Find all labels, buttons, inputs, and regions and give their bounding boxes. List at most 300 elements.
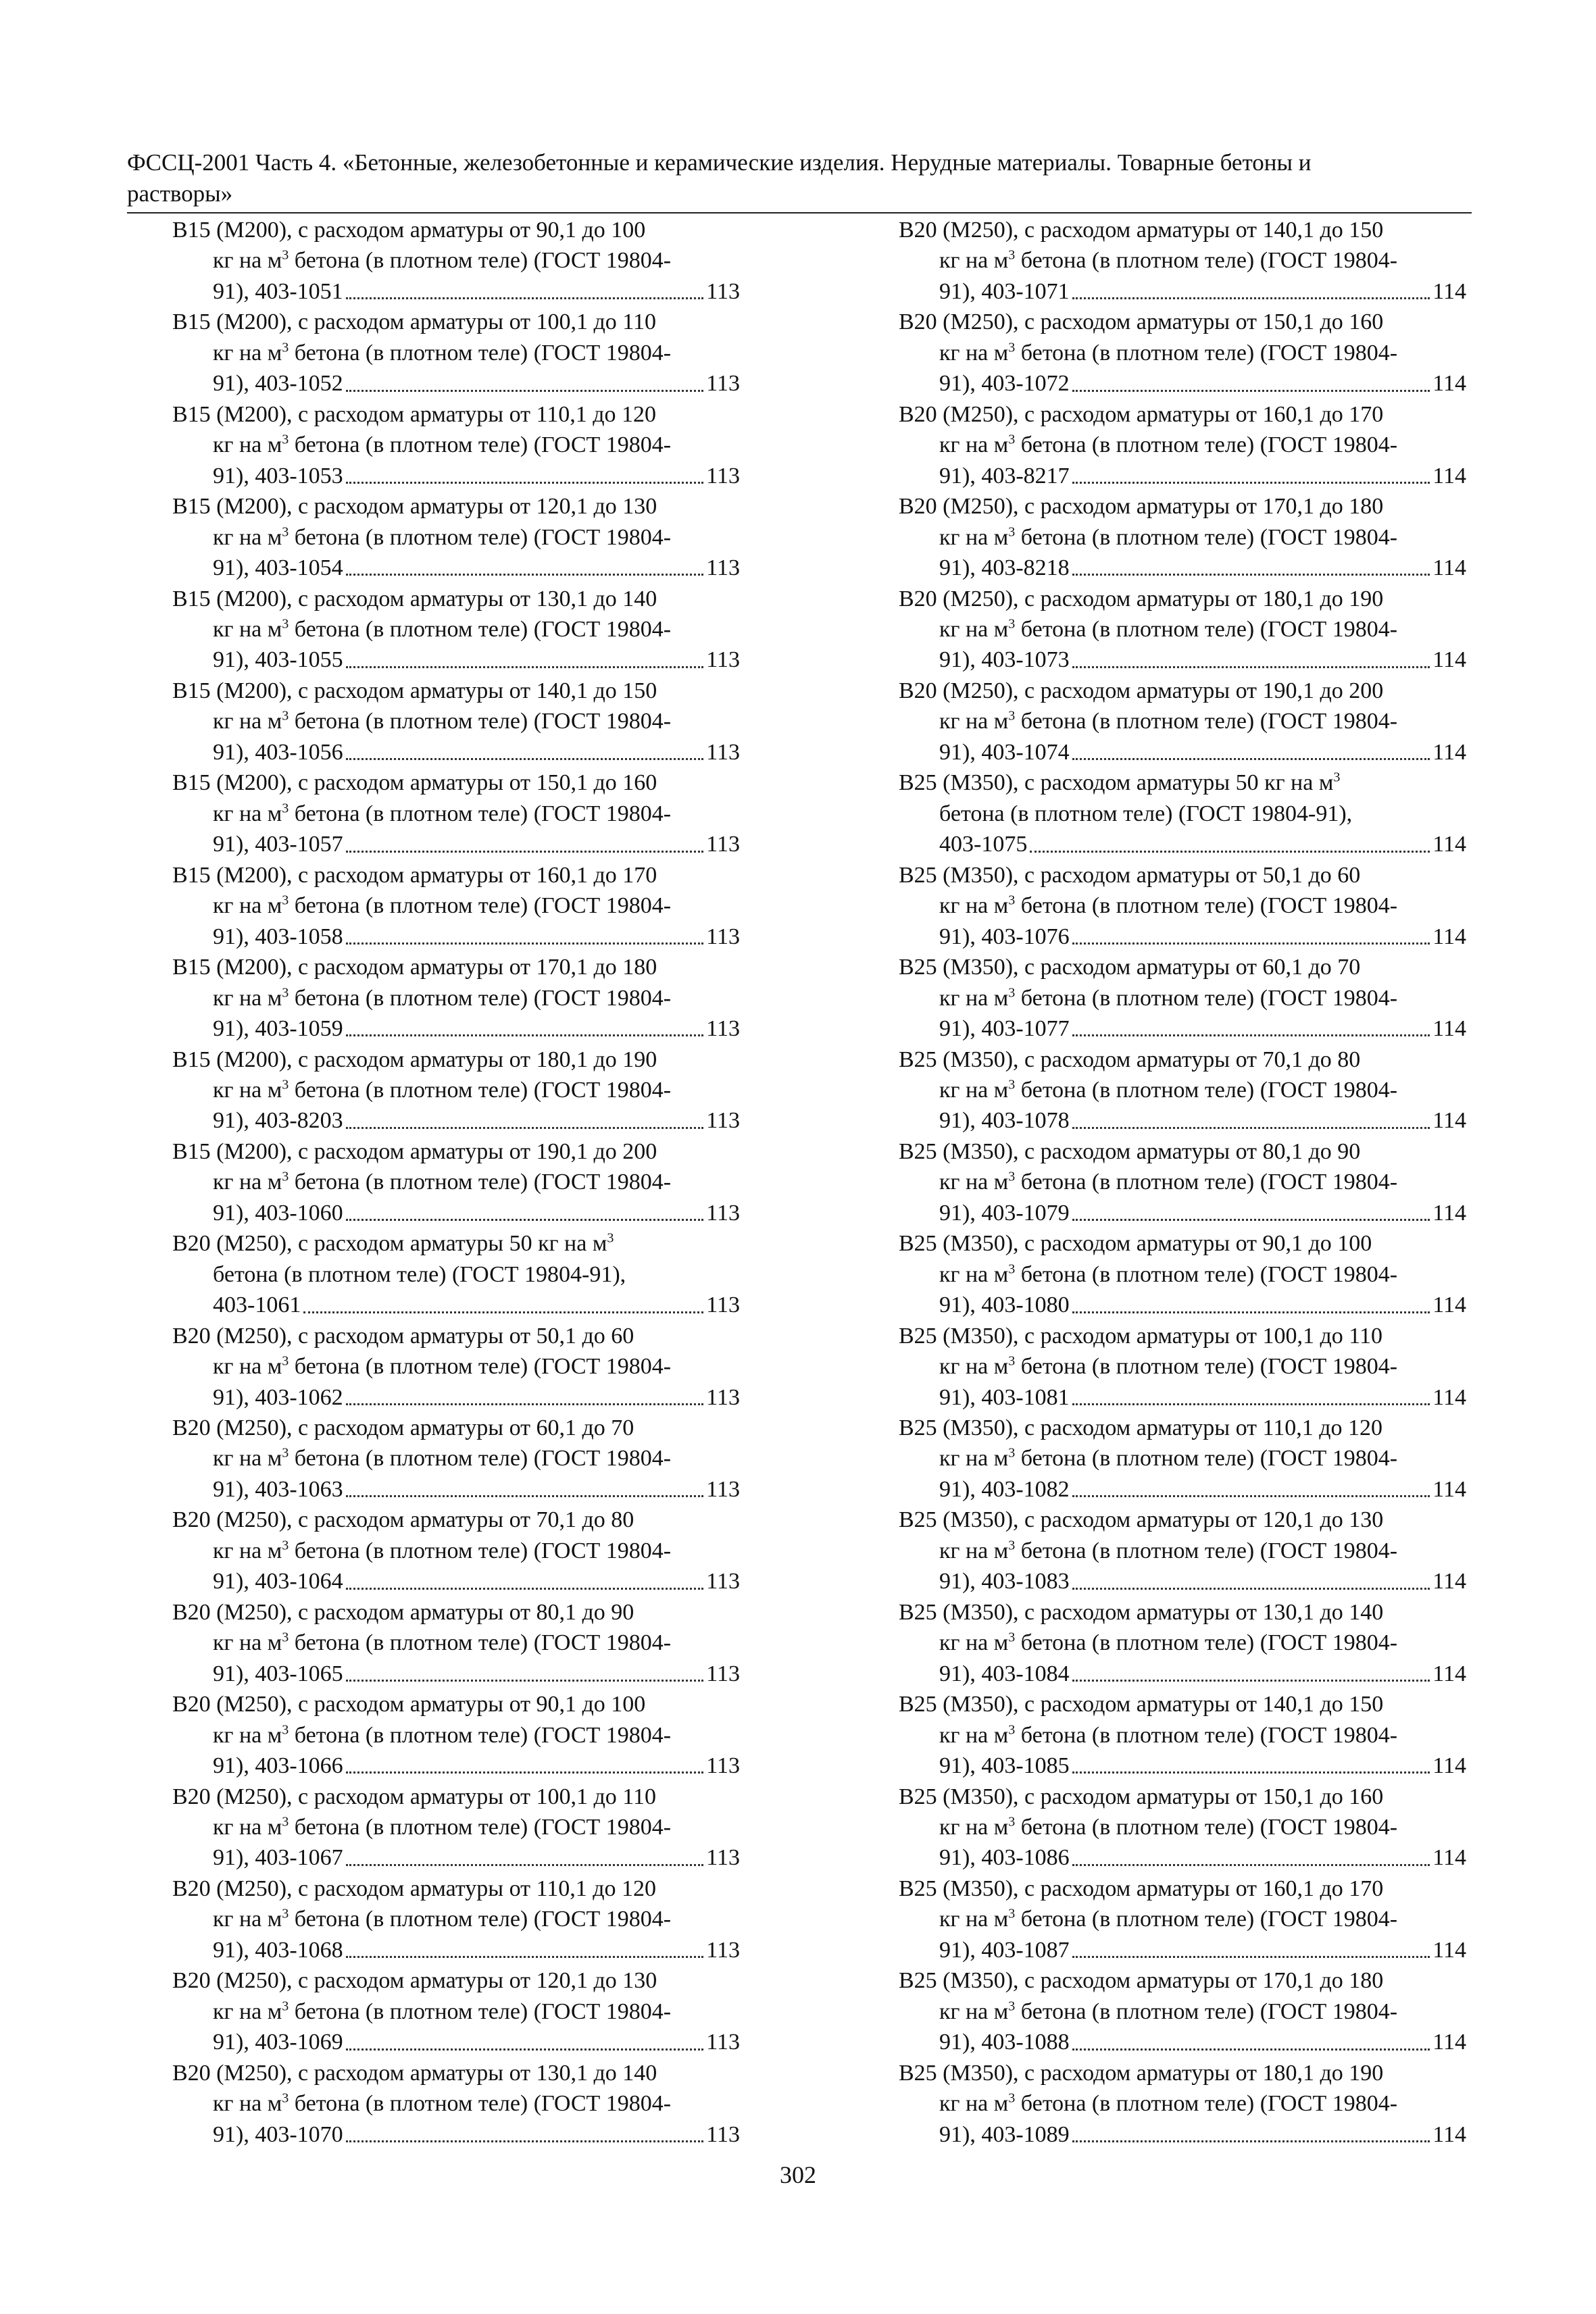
entry-line-3 <box>172 553 740 583</box>
entry-line-1: B20 (M250), с расходом арматуры от 140,1 до 150 <box>899 218 1384 243</box>
entry-line-1: B20 (M250), с расходом арматуры от 190,1 до 200 <box>899 678 1384 703</box>
entry-unit-text: кг на м <box>213 1538 282 1563</box>
entry-unit-text: кг на м <box>213 985 282 1011</box>
entry-unit-text: кг на м <box>213 1077 282 1103</box>
entry-code: 91), 403-1081 <box>939 1384 1070 1410</box>
dot-leader <box>1072 1311 1430 1313</box>
entry-page-ref: 113 <box>706 739 740 765</box>
entry-line-2-text: бетона (в плотном теле) (ГОСТ 19804- <box>1020 616 1398 642</box>
entry-page-ref: 113 <box>706 371 740 397</box>
entry-line-1: B25 (M350), с расходом арматуры от 140,1 до 150 <box>899 1692 1384 1717</box>
entry-line-3 <box>172 829 740 859</box>
entry-line-1: B15 (M200), с расходом арматуры от 160,1 до 170 <box>172 862 657 888</box>
entry-line-3 <box>172 922 740 952</box>
entry-line-1 <box>172 1228 740 1259</box>
entry-code: 91), 403-1057 <box>213 832 343 857</box>
dot-leader <box>1072 666 1430 668</box>
entry-code: 91), 403-1069 <box>213 2030 343 2055</box>
entry-unit-text: кг на м <box>939 1446 1009 1472</box>
dot-leader <box>346 851 704 853</box>
entry-line-3 <box>172 461 740 491</box>
entry-line-1: B20 (M250), с расходом арматуры от 80,1 до 90 <box>172 1599 634 1625</box>
entry-page-ref: 114 <box>1432 1661 1466 1686</box>
cubic-superscript: 3 <box>282 616 289 632</box>
dot-leader <box>1072 1403 1430 1405</box>
entry-unit-text: кг на м <box>939 2091 1009 2117</box>
entry-unit-text: кг на м <box>939 1630 1009 1656</box>
cubic-superscript: 3 <box>282 1630 289 1645</box>
dot-leader <box>346 942 704 945</box>
entry-line-2 <box>172 1720 740 1751</box>
entry-line-2 <box>172 338 740 368</box>
entry-line-3 <box>899 2119 1466 2150</box>
entry-code: 91), 403-1080 <box>939 1292 1070 1318</box>
index-entry <box>172 1965 740 2057</box>
dot-leader <box>1072 1495 1430 1497</box>
entry-code: 91), 403-1088 <box>939 2030 1070 2055</box>
entry-line-1: B25 (M350), с расходом арматуры от 160,1 до 170 <box>899 1876 1384 1902</box>
entry-code: 91), 403-1059 <box>213 1015 343 1041</box>
entry-line-2 <box>172 1904 740 1934</box>
entry-code: 91), 403-1051 <box>213 278 343 304</box>
entry-line-2 <box>172 430 740 460</box>
entry-line-3 <box>172 1382 740 1413</box>
cubic-superscript: 3 <box>1008 248 1016 263</box>
entry-line-1-text: B25 (M350), с расходом арматуры 50 кг на м <box>899 770 1334 796</box>
entry-line-2 <box>172 890 740 921</box>
entry-line-2 <box>899 338 1466 368</box>
entry-unit-text: кг на м <box>213 1169 282 1195</box>
entry-page-ref: 114 <box>1432 1569 1466 1594</box>
dot-leader <box>1072 1588 1430 1590</box>
entry-line-2 <box>899 1720 1466 1751</box>
entry-line-1: B25 (M350), с расходом арматуры от 90,1 до 100 <box>899 1231 1372 1257</box>
entry-unit-text: кг на м <box>213 1815 282 1840</box>
cubic-superscript: 3 <box>607 1230 614 1246</box>
cubic-superscript: 3 <box>1008 985 1016 1001</box>
cubic-superscript: 3 <box>1008 1814 1016 1830</box>
cubic-superscript: 3 <box>1008 709 1016 724</box>
dot-leader <box>1072 942 1430 945</box>
entry-line-3 <box>899 2027 1466 2057</box>
cubic-superscript: 3 <box>1008 1998 1016 2014</box>
entry-line-3 <box>172 1198 740 1228</box>
entry-page-ref: 113 <box>706 1569 740 1594</box>
entry-line-2-text: бетона (в плотном теле) (ГОСТ 19804- <box>1020 340 1398 366</box>
dot-leader <box>346 1864 704 1866</box>
entry-line-1: B20 (M250), с расходом арматуры от 160,1 до 170 <box>899 401 1384 427</box>
dot-leader <box>1072 2140 1430 2142</box>
entry-line-3 <box>899 276 1466 307</box>
dot-leader <box>1072 1771 1430 1774</box>
entry-line-3 <box>172 1935 740 1965</box>
entry-line-3 <box>899 922 1466 952</box>
entry-page-ref: 114 <box>1432 1108 1466 1134</box>
entry-code: 91), 403-1089 <box>939 2121 1070 2147</box>
dot-leader <box>346 1680 704 1682</box>
entry-page-ref: 113 <box>706 924 740 949</box>
index-entry <box>172 1689 740 1781</box>
entry-code: 91), 403-1055 <box>213 647 343 673</box>
entry-code: 91), 403-1053 <box>213 463 343 488</box>
dot-leader <box>346 758 704 760</box>
entry-line-1: B25 (M350), с расходом арматуры от 80,1 до 90 <box>899 1138 1361 1164</box>
entry-unit-text: кг на м <box>939 616 1009 642</box>
entry-line-2-text: бетона (в плотном теле) (ГОСТ 19804- <box>1020 1077 1398 1103</box>
entry-line-1: B20 (M250), с расходом арматуры от 70,1 до 80 <box>172 1507 634 1533</box>
dot-leader <box>346 297 704 299</box>
cubic-superscript: 3 <box>282 1998 289 2014</box>
entry-line-2-text: бетона (в плотном теле) (ГОСТ 19804- <box>1020 893 1398 919</box>
running-header <box>127 147 1472 209</box>
dot-leader <box>346 1034 704 1036</box>
entry-line-3 <box>172 276 740 307</box>
cubic-superscript: 3 <box>1008 1722 1016 1738</box>
entry-code: 91), 403-1078 <box>939 1108 1070 1134</box>
entry-page-ref: 113 <box>706 2030 740 2055</box>
entry-line-1: B15 (M200), с расходом арматуры от 100,1 до 110 <box>172 309 657 335</box>
cubic-superscript: 3 <box>1008 1446 1016 1461</box>
header-line-1: ФССЦ-2001 Часть 4. «Бетонные, железобетонные и керамические изделия. Нерудные материалы. Товарные бетоны и <box>127 149 1312 176</box>
entry-line-2-text: бетона (в плотном теле) (ГОСТ 19804- <box>294 1077 672 1103</box>
entry-line-3 <box>899 1566 1466 1596</box>
entry-line-3 <box>899 1751 1466 1781</box>
entry-line-1: B25 (M350), с расходом арматуры от 150,1 до 160 <box>899 1784 1384 1809</box>
entry-line-2 <box>899 983 1466 1013</box>
entry-line-2-text: бетона (в плотном теле) (ГОСТ 19804- <box>1020 1907 1398 1932</box>
entry-code: 91), 403-1054 <box>213 555 343 580</box>
entry-unit-text: кг на м <box>213 1907 282 1932</box>
entry-line-2 <box>899 245 1466 276</box>
entry-line-2-text: бетона (в плотном теле) (ГОСТ 19804- <box>294 1722 672 1748</box>
entry-page-ref: 113 <box>706 1845 740 1871</box>
entry-line-2 <box>899 522 1466 553</box>
entry-unit-text: кг на м <box>939 248 1009 274</box>
entry-unit-text: кг на м <box>939 1169 1009 1195</box>
index-entry <box>899 1597 1466 1689</box>
entry-page-ref: 113 <box>706 463 740 488</box>
entry-line-3 <box>899 1842 1466 1873</box>
entry-line-3 <box>172 1474 740 1505</box>
entry-line-3 <box>899 553 1466 583</box>
dot-leader <box>1072 1956 1430 1958</box>
entry-line-2-text: бетона (в плотном теле) (ГОСТ 19804- <box>1020 432 1398 458</box>
index-entry <box>172 1873 740 1965</box>
entry-page-ref: 114 <box>1432 1937 1466 1963</box>
entry-line-1: B20 (M250), с расходом арматуры от 100,1 до 110 <box>172 1784 657 1809</box>
entry-code: 91), 403-1073 <box>939 647 1070 673</box>
cubic-superscript: 3 <box>1008 892 1016 908</box>
entry-line-2 <box>172 1536 740 1566</box>
entry-line-1: B15 (M200), с расходом арматуры от 190,1 до 200 <box>172 1138 657 1164</box>
entry-line-2-text: бетона (в плотном теле) (ГОСТ 19804- <box>294 801 672 826</box>
entry-line-3 <box>172 1842 740 1873</box>
entry-page-ref: 114 <box>1432 1292 1466 1318</box>
entry-line-2-text: бетона (в плотном теле) (ГОСТ 19804- <box>1020 1722 1398 1748</box>
index-entry <box>899 1873 1466 1965</box>
index-entry <box>899 491 1466 583</box>
entry-page-ref: 113 <box>706 1384 740 1410</box>
dot-leader <box>346 1956 704 1958</box>
entry-unit-text: кг на м <box>213 524 282 550</box>
entry-line-3 <box>899 1013 1466 1044</box>
entry-line-1: B15 (M200), с расходом арматуры от 180,1 до 190 <box>172 1047 657 1072</box>
cubic-superscript: 3 <box>282 2090 289 2106</box>
index-entry <box>899 676 1466 768</box>
index-entry <box>899 1689 1466 1781</box>
cubic-superscript: 3 <box>282 524 289 540</box>
entry-line-2 <box>172 983 740 1013</box>
entry-code: 91), 403-1076 <box>939 924 1070 949</box>
index-entry <box>899 1505 1466 1596</box>
entry-line-2 <box>899 1167 1466 1197</box>
entry-line-1: B20 (M250), с расходом арматуры от 130,1 до 140 <box>172 2060 657 2086</box>
entry-unit-text: кг на м <box>213 2091 282 2117</box>
entry-unit-text: кг на м <box>939 340 1009 366</box>
entry-code: 91), 403-1068 <box>213 1937 343 1963</box>
entry-code: 91), 403-1071 <box>939 278 1070 304</box>
dot-leader <box>346 1588 704 1590</box>
index-entry <box>172 1505 740 1596</box>
index-entry <box>172 676 740 768</box>
entry-code: 91), 403-1067 <box>213 1845 343 1871</box>
entry-unit-text: кг на м <box>213 248 282 274</box>
entry-line-2-text: бетона (в плотном теле) (ГОСТ 19804- <box>294 1630 672 1656</box>
entry-line-2 <box>172 245 740 276</box>
entry-line-2 <box>172 1812 740 1842</box>
entry-page-ref: 114 <box>1432 1845 1466 1871</box>
entry-line-2-text: бетона (в плотном теле) (ГОСТ 19804- <box>1020 1169 1398 1195</box>
entry-line-1: B25 (M350), с расходом арматуры от 180,1 до 190 <box>899 2060 1384 2086</box>
entry-unit-text: кг на м <box>939 1907 1009 1932</box>
entry-line-2-text: бетона (в плотном теле) (ГОСТ 19804- <box>1020 1261 1398 1287</box>
entry-code: 91), 403-1084 <box>939 1661 1070 1686</box>
dot-leader <box>346 1403 704 1405</box>
index-entry <box>899 768 1466 859</box>
entry-line-2 <box>899 1443 1466 1474</box>
entry-unit-text: кг на м <box>213 1354 282 1380</box>
entry-code: 91), 403-1077 <box>939 1015 1070 1041</box>
entry-line-2-text: бетона (в плотном теле) (ГОСТ 19804- <box>294 1538 672 1563</box>
dot-leader <box>346 1495 704 1497</box>
index-entry <box>172 1136 740 1228</box>
entry-code: 403-1075 <box>939 832 1028 857</box>
entry-line-3 <box>172 1105 740 1136</box>
entry-page-ref: 113 <box>706 1661 740 1686</box>
entry-line-2 <box>899 1259 1466 1290</box>
dot-leader <box>346 2048 704 2051</box>
entry-page-ref: 114 <box>1432 2121 1466 2147</box>
entry-page-ref: 114 <box>1432 1476 1466 1502</box>
entry-line-2 <box>172 522 740 553</box>
entry-unit-text: кг на м <box>939 432 1009 458</box>
entry-page-ref: 114 <box>1432 463 1466 488</box>
entry-line-2 <box>899 1996 1466 2027</box>
entry-line-2-text: бетона (в плотном теле) (ГОСТ 19804- <box>294 893 672 919</box>
entry-code: 91), 403-8218 <box>939 555 1070 580</box>
cubic-superscript: 3 <box>1008 1630 1016 1645</box>
cubic-superscript: 3 <box>1008 340 1016 355</box>
cubic-superscript: 3 <box>282 1814 289 1830</box>
entry-line-2-text: бетона (в плотном теле) (ГОСТ 19804- <box>294 1446 672 1472</box>
cubic-superscript: 3 <box>282 248 289 263</box>
index-column-right <box>899 215 1466 2150</box>
index-entry <box>172 1782 740 1873</box>
dot-leader <box>1072 1864 1430 1866</box>
entry-line-3 <box>172 1751 740 1781</box>
entry-line-2 <box>899 1812 1466 1842</box>
index-entry <box>899 1413 1466 1505</box>
index-column-left <box>172 215 740 2150</box>
entry-line-3 <box>172 737 740 768</box>
index-entry <box>899 1228 1466 1320</box>
index-entry <box>172 584 740 676</box>
cubic-superscript: 3 <box>282 1446 289 1461</box>
entry-line-2-text: бетона (в плотном теле) (ГОСТ 19804- <box>1020 1998 1398 2024</box>
index-entry <box>172 215 740 307</box>
index-entry <box>899 584 1466 676</box>
entry-code: 91), 403-1082 <box>939 1476 1070 1502</box>
entry-line-2 <box>172 1443 740 1474</box>
entry-code: 91), 403-1087 <box>939 1937 1070 1963</box>
dot-leader <box>346 1771 704 1774</box>
dot-leader <box>1072 1680 1430 1682</box>
dot-leader <box>346 1219 704 1221</box>
entry-line-3 <box>899 1105 1466 1136</box>
index-entry <box>172 399 740 491</box>
dot-leader <box>346 666 704 668</box>
entry-line-1: B15 (M200), с расходом арматуры от 90,1 до 100 <box>172 218 646 243</box>
entry-page-ref: 113 <box>706 1108 740 1134</box>
dot-leader <box>1072 574 1430 576</box>
entry-page-ref: 113 <box>706 832 740 857</box>
entry-page-ref: 113 <box>706 1200 740 1226</box>
entry-unit-text: кг на м <box>213 432 282 458</box>
cubic-superscript: 3 <box>1008 432 1016 447</box>
entry-unit-text: кг на м <box>213 1446 282 1472</box>
dot-leader <box>303 1311 703 1313</box>
entry-line-2-text: бетона (в плотном теле) (ГОСТ 19804- <box>294 432 672 458</box>
index-entry <box>899 1136 1466 1228</box>
header-line-2: растворы» <box>127 180 233 207</box>
entry-line-2 <box>899 614 1466 645</box>
cubic-superscript: 3 <box>1008 1261 1016 1277</box>
index-entry <box>899 307 1466 399</box>
entry-line-1: B20 (M250), с расходом арматуры от 60,1 до 70 <box>172 1415 634 1441</box>
entry-page-ref: 114 <box>1432 1384 1466 1410</box>
entry-line-2 <box>899 430 1466 460</box>
index-entry <box>899 860 1466 952</box>
entry-unit-text: кг на м <box>213 340 282 366</box>
entry-unit-text: кг на м <box>939 524 1009 550</box>
entry-line-2 <box>899 1628 1466 1658</box>
cubic-superscript: 3 <box>282 1353 289 1369</box>
entry-unit-text: кг на м <box>213 1630 282 1656</box>
entry-page-ref: 114 <box>1432 371 1466 397</box>
entry-line-3 <box>172 1566 740 1596</box>
entry-line-1: B20 (M250), с расходом арматуры от 50,1 до 60 <box>172 1323 634 1349</box>
entry-line-2-text: бетона (в плотном теле) (ГОСТ 19804- <box>1020 1354 1398 1380</box>
entry-line-2: бетона (в плотном теле) (ГОСТ 19804-91), <box>939 801 1353 826</box>
entry-line-3 <box>899 1474 1466 1505</box>
entry-line-1: B15 (M200), с расходом арматуры от 130,1 до 140 <box>172 586 657 611</box>
dot-leader <box>1072 1219 1430 1221</box>
entry-page-ref: 114 <box>1432 832 1466 857</box>
header-rule <box>127 212 1472 213</box>
entry-line-2-text: бетона (в плотном теле) (ГОСТ 19804- <box>294 985 672 1011</box>
dot-leader <box>346 1127 704 1129</box>
index-entry <box>899 952 1466 1044</box>
entry-code: 91), 403-1083 <box>939 1569 1070 1594</box>
entry-line-2-text: бетона (в плотном теле) (ГОСТ 19804- <box>294 1169 672 1195</box>
entry-line-2-text: бетона (в плотном теле) (ГОСТ 19804- <box>294 1815 672 1840</box>
entry-page-ref: 113 <box>706 647 740 673</box>
index-entry <box>172 1597 740 1689</box>
dot-leader <box>1072 1034 1430 1036</box>
entry-unit-text: кг на м <box>213 1998 282 2024</box>
cubic-superscript: 3 <box>282 1538 289 1553</box>
entry-code: 91), 403-1062 <box>213 1384 343 1410</box>
dot-leader <box>1072 390 1430 392</box>
cubic-superscript: 3 <box>1008 616 1016 632</box>
entry-page-ref: 113 <box>706 1476 740 1502</box>
entry-line-2 <box>172 1167 740 1197</box>
cubic-superscript: 3 <box>282 1722 289 1738</box>
index-entry <box>172 952 740 1044</box>
entry-line-1: B25 (M350), с расходом арматуры от 110,1 до 120 <box>899 1415 1383 1441</box>
cubic-superscript: 3 <box>282 432 289 447</box>
entry-line-2-text: бетона (в плотном теле) (ГОСТ 19804- <box>294 616 672 642</box>
index-entry <box>172 1321 740 1413</box>
entry-unit-text: кг на м <box>213 616 282 642</box>
entry-code: 91), 403-1072 <box>939 371 1070 397</box>
entry-code: 91), 403-1060 <box>213 1200 343 1226</box>
entry-page-ref: 114 <box>1432 647 1466 673</box>
entry-line-1: B20 (M250), с расходом арматуры от 120,1 до 130 <box>172 1968 657 1994</box>
entry-unit-text: кг на м <box>213 1722 282 1748</box>
entry-line-2 <box>172 1351 740 1382</box>
index-entry <box>899 399 1466 491</box>
entry-page-ref: 113 <box>706 2121 740 2147</box>
index-entry <box>172 307 740 399</box>
entry-line-1: B25 (M350), с расходом арматуры от 100,1 до 110 <box>899 1323 1383 1349</box>
index-entry <box>899 1321 1466 1413</box>
entry-code: 91), 403-1086 <box>939 1845 1070 1871</box>
entry-page-ref: 114 <box>1432 1015 1466 1041</box>
entry-line-1: B20 (M250), с расходом арматуры от 180,1 до 190 <box>899 586 1384 611</box>
entry-line-2 <box>172 614 740 645</box>
entry-line-3 <box>172 368 740 399</box>
cubic-superscript: 3 <box>1008 1538 1016 1553</box>
index-entry <box>899 1045 1466 1136</box>
entry-line-2 <box>899 706 1466 736</box>
entry-page-ref: 114 <box>1432 924 1466 949</box>
entry-line-2 <box>172 799 740 829</box>
dot-leader <box>346 574 704 576</box>
cubic-superscript: 3 <box>282 985 289 1001</box>
entry-line-2-text: бетона (в плотном теле) (ГОСТ 19804- <box>1020 985 1398 1011</box>
entry-code: 91), 403-1063 <box>213 1476 343 1502</box>
entry-unit-text: кг на м <box>939 1261 1009 1287</box>
entry-line-3 <box>899 1290 1466 1320</box>
entry-line-2-text: бетона (в плотном теле) (ГОСТ 19804- <box>294 524 672 550</box>
dot-leader <box>346 390 704 392</box>
entry-line-2-text: бетона (в плотном теле) (ГОСТ 19804- <box>294 340 672 366</box>
entry-unit-text: кг на м <box>939 1815 1009 1840</box>
entry-unit-text: кг на м <box>939 893 1009 919</box>
entry-line-2 <box>172 706 740 736</box>
entry-line-2-text: бетона (в плотном теле) (ГОСТ 19804- <box>294 2091 672 2117</box>
